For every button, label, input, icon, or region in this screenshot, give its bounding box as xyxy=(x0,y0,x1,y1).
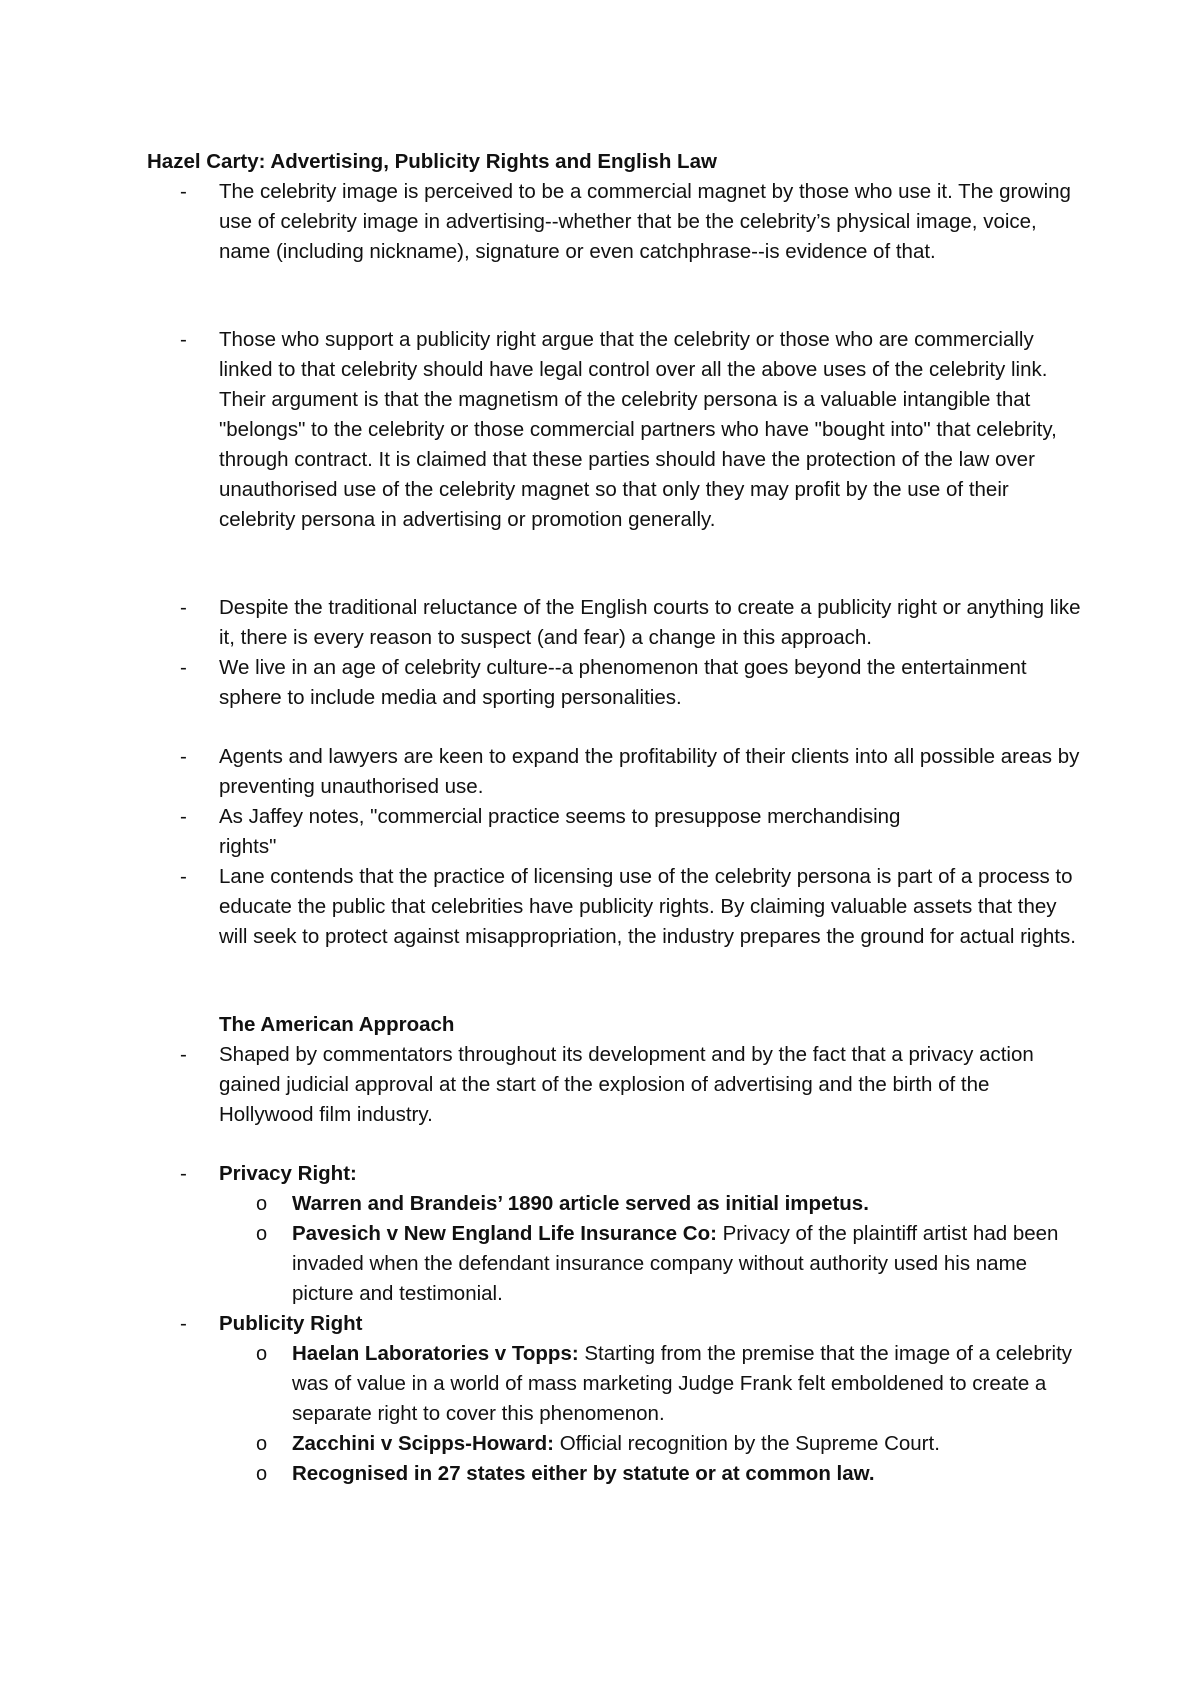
sub-bullet-marker: o xyxy=(256,1223,268,1245)
sub-bullet-marker: o xyxy=(256,1463,268,1485)
sub-bullet-marker: o xyxy=(256,1193,268,1215)
sub-bullet-text xyxy=(292,1189,1082,1219)
bullet-marker: - xyxy=(180,656,187,679)
case-name: Warren and Brandeis’ 1890 article served as initial impetus. xyxy=(292,1192,869,1215)
bullet-marker: - xyxy=(180,865,187,888)
bullet-marker: - xyxy=(180,805,187,828)
bullet-marker: - xyxy=(180,1162,187,1185)
sub-bullet-text xyxy=(292,1339,1082,1429)
section-heading: The American Approach xyxy=(219,1013,455,1036)
bullet-text: The celebrity image is perceived to be a commercial magnet by those who use it. The growing use of celebrity image in advertising--whether that be the celebrity’s physical image, voice, name (including nickname), signature or even catchphrase--is evidence of that. xyxy=(219,180,1071,263)
case-description: Privacy of the plaintiff artist had been invaded when the defendant insurance company without authority used his name picture and testimonial. xyxy=(292,1222,1059,1305)
bullet-marker: - xyxy=(180,1312,187,1335)
case-name: Zacchini v Scipps-Howard: xyxy=(292,1432,554,1455)
publicity-right-heading: Publicity Right xyxy=(219,1312,363,1335)
document-title: Hazel Carty: Advertising, Publicity Rights and English Law xyxy=(147,150,717,173)
bullet-text: Shaped by commentators throughout its development and by the fact that a privacy action gained judicial approval at the start of the explosion of advertising and the birth of the Hollywood film industry. xyxy=(219,1043,1034,1126)
bullet-text: Despite the traditional reluctance of the English courts to create a publicity right or anything like it, there is every reason to suspect (and fear) a change in this approach. xyxy=(219,596,1081,649)
bullet-text: Lane contends that the practice of licensing use of the celebrity persona is part of a process to educate the public that celebrities have publicity rights. By claiming valuable assets that they will seek to protect against misappropriation, the industry prepares the ground for actual rights. xyxy=(219,865,1076,948)
bullet-marker: - xyxy=(180,1043,187,1066)
sub-bullet-marker: o xyxy=(256,1433,268,1455)
case-name: Recognised in 27 states either by statute or at common law. xyxy=(292,1462,875,1485)
bullet-text: As Jaffey notes, "commercial practice seems to presuppose merchandising rights" xyxy=(219,805,901,858)
sub-bullet-marker: o xyxy=(256,1343,268,1365)
bullet-marker: - xyxy=(180,745,187,768)
bullet-marker: - xyxy=(180,596,187,619)
case-description: Official recognition by the Supreme Court. xyxy=(554,1432,940,1455)
bullet-text: Those who support a publicity right argue that the celebrity or those who are commercially linked to that celebrity should have legal control over all the above uses of the celebrity link. Their argument is that the magnetism of the celebrity persona is a valuable intangible that "belongs" to the celebrity or those commercial partners who have "bought into" that celebrity, through contract. It is claimed that these parties should have the protection of the law over unauthorised use of the celebrity magnet so that only they may profit by the use of their celebrity persona in advertising or promotion generally. xyxy=(219,328,1057,531)
bullet-text: We live in an age of celebrity culture--a phenomenon that goes beyond the entertainment sphere to include media and sporting personalities. xyxy=(219,656,1027,709)
sub-bullet-text xyxy=(292,1429,1082,1459)
case-description: Starting from the premise that the image of a celebrity was of value in a world of mass marketing Judge Frank felt emboldened to create a separate right to cover this phenomenon. xyxy=(292,1342,1073,1425)
sub-bullet-text xyxy=(292,1219,1082,1309)
bullet-marker: - xyxy=(180,180,187,203)
sub-bullet-text xyxy=(292,1459,1082,1489)
case-name: Pavesich v New England Life Insurance Co: xyxy=(292,1222,717,1245)
bullet-text: Agents and lawyers are keen to expand the profitability of their clients into all possible areas by preventing unauthorised use. xyxy=(219,745,1080,798)
bullet-marker: - xyxy=(180,328,187,351)
case-name: Haelan Laboratories v Topps: xyxy=(292,1342,579,1365)
privacy-right-heading: Privacy Right: xyxy=(219,1162,357,1185)
